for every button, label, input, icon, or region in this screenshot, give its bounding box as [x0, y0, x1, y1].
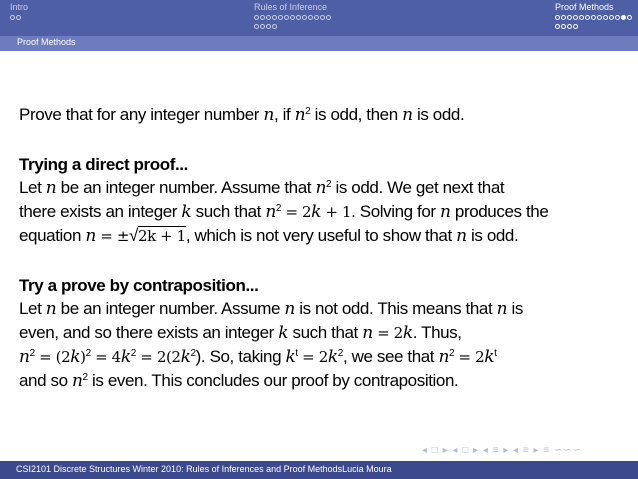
- section-link-intro[interactable]: Intro: [10, 2, 29, 12]
- theorem-statement: Prove that for any integer number n, if $n^2$ is odd, then n is odd.: [19, 105, 465, 125]
- section-navigation-bar: [0, 0, 638, 36]
- radicand: 2k + 1: [137, 227, 186, 245]
- intro-progress-dots: [10, 15, 22, 20]
- contraposition-line-4: and so $n^2$ is even. This concludes our proof by contraposition.: [19, 371, 459, 391]
- rules-progress-dots-2: [254, 24, 278, 29]
- rules-progress-dots: [254, 15, 332, 20]
- square-root-symbol: √: [129, 226, 138, 245]
- beamer-navigation-symbols[interactable]: ◂ □ ▸ ◂ □ ▸ ◂ ≡ ▸ ◂ ≡ ▸ ≡ ∽∽∽: [422, 445, 582, 456]
- direct-proof-line-3: equation n = ±√2k + 1, which is not very useful to show that n is odd.: [19, 226, 519, 246]
- section-link-proof-methods[interactable]: Proof Methods: [555, 2, 614, 12]
- direct-proof-line-1: Let n be an integer number. Assume that $n^2$ is odd. We get next that: [19, 178, 505, 198]
- slide-body: [19, 103, 624, 393]
- subsection-bar: [0, 36, 638, 51]
- footer-bar: [0, 461, 638, 479]
- direct-proof-line-2: there exists an integer k such that $n^2 = 2k + 1$. Solving for n produces the: [19, 202, 549, 222]
- contraposition-line-2: even, and so there exists an integer k such that n = 2k. Thus,: [19, 323, 462, 343]
- contraposition-line-3: $n^2 = (2k)^2 = 4k^2 = 2(2k^2)$. So, taking $k^t = 2k^2$, we see that $n^2 = 2k^t$: [19, 347, 497, 367]
- proof-methods-progress-dots: [555, 15, 633, 20]
- direct-proof-heading: Trying a direct proof...: [19, 155, 188, 174]
- proof-methods-progress-dots-2: [555, 24, 579, 29]
- contraposition-line-1: Let n be an integer number. Assume n is not odd. This means that n is: [19, 299, 523, 319]
- footer-text: CSI2101 Discrete Structures Winter 2010: Rules of Inferences and Proof MethodsLucia Moura: [16, 464, 392, 474]
- contraposition-heading: Try a prove by contraposition...: [19, 276, 259, 295]
- subsection-title: Proof Methods: [17, 37, 76, 47]
- section-link-rules-of-inference[interactable]: Rules of Inference: [254, 2, 328, 12]
